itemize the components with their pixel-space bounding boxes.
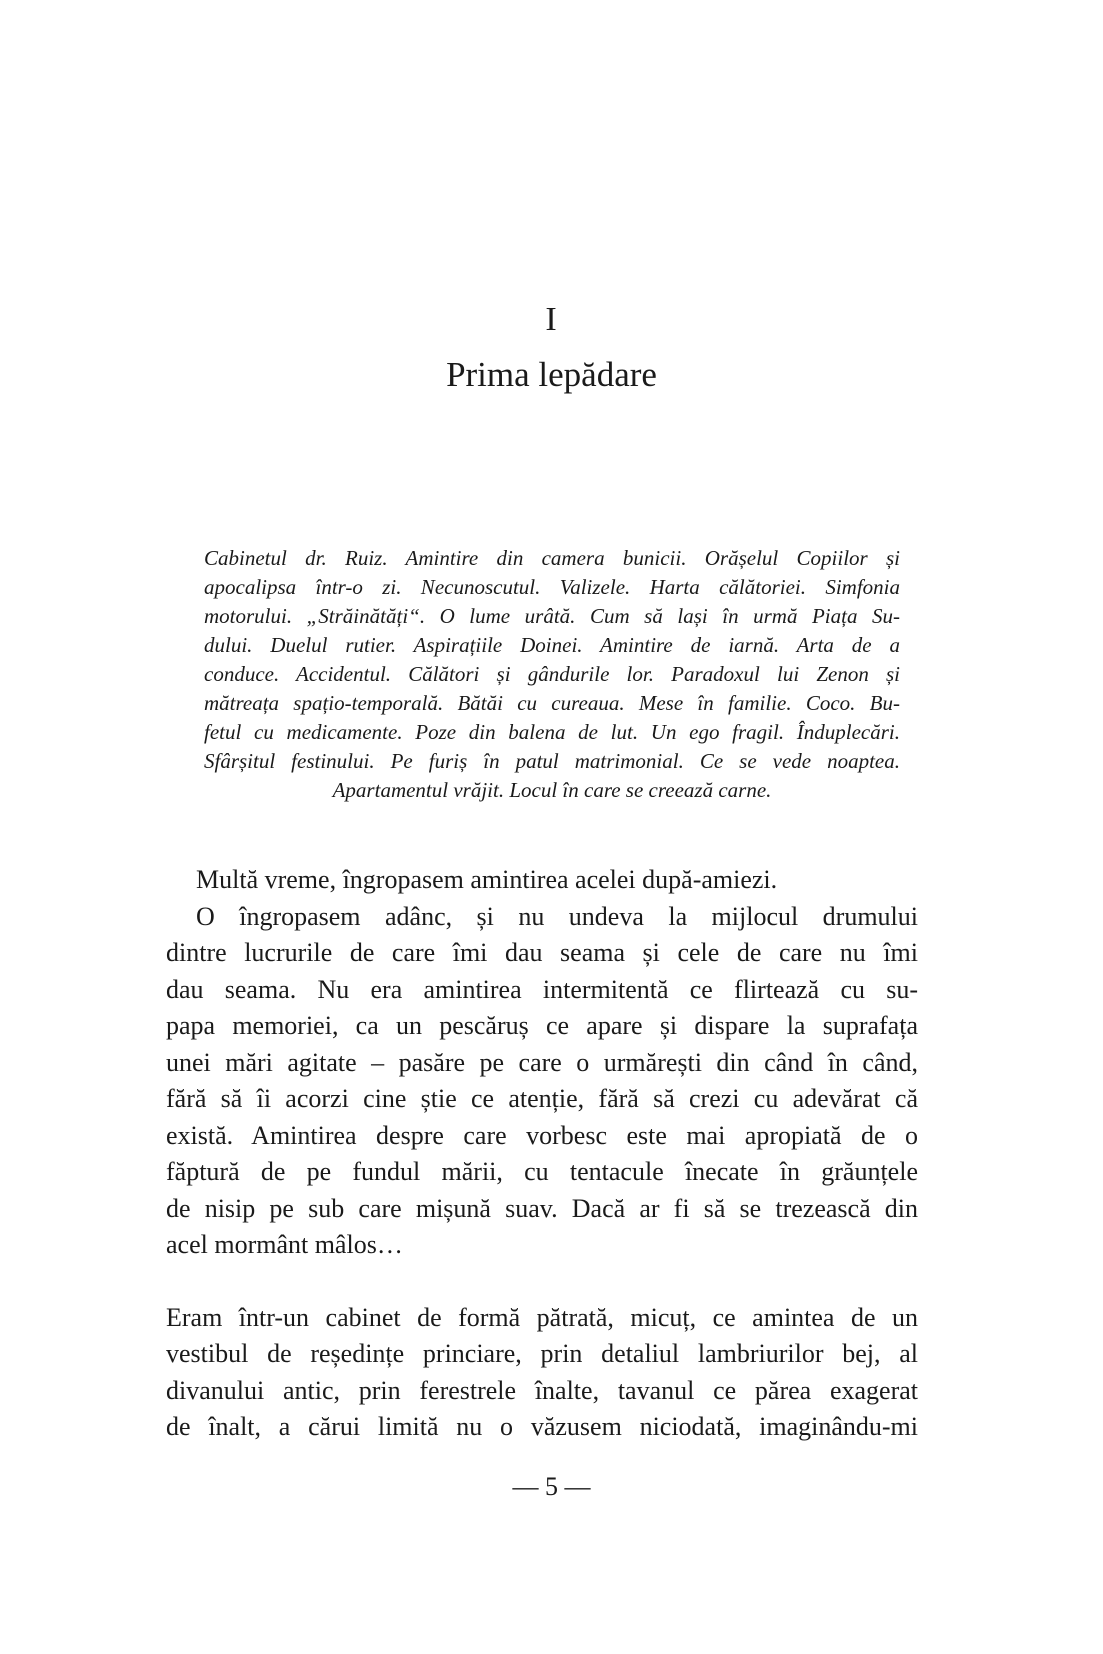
summary-line: fetul cu medicamente. Poze din balena de lut. Un ego fragil. Înduplecări. [204,720,900,744]
chapter-number: I [545,301,558,338]
paragraph-line: de nisip pe sub care mișună suav. Dacă ar fi să se trezească din [166,1193,918,1223]
summary-line: conduce. Accidentul. Călători și gândurile lor. Paradoxul lui Zenon și [204,662,900,686]
paragraph-line: Eram într-un cabinet de formă pătrată, micuț, ce amintea de un [166,1302,918,1332]
paragraph-line: fără să îi acorzi cine știe ce atenție, fără să crezi cu adevărat că [166,1084,918,1113]
paragraph-line: divanului antic, prin ferestrele înalte, tavanul ce părea exagerat [166,1375,918,1405]
summary-line: dului. Duelul rutier. Aspirațiile Doinei. Amintire de iarnă. Arta de a [204,633,900,657]
summary-line: Sfârșitul festinului. Pe furiș în patul matrimonial. Ce se vede noaptea. [204,749,900,773]
summary-line: motorului. „Străinătăți“. O lume urâtă. Cum să lași în urmă Piața Su- [204,604,900,628]
paragraph-line: de înalt, a cărui limită nu o văzusem niciodată, imaginându-mi [166,1412,918,1441]
page-number: — 5 — [512,1472,591,1501]
summary-line: mătreața spațio-temporală. Bătăi cu cureaua. Mese în familie. Coco. Bu- [204,691,900,715]
summary-line: Cabinetul dr. Ruiz. Amintire din camera bunicii. Orășelul Copiilor și [204,546,900,570]
paragraph-line: vestibul de reședințe princiare, prin detaliul lambriurilor bej, al [166,1339,918,1368]
paragraph-line: acel mormânt mâlos… [166,1230,403,1259]
paragraph-line: unei mări agitate – pasăre pe care o urmărești din când în când, [166,1047,918,1077]
chapter-title: Prima lepădare [446,355,657,394]
paragraph-line: papa memoriei, ca un pescăruș ce apare și dispare la suprafața [166,1011,918,1040]
summary-line: apocalipsa într-o zi. Necunoscutul. Valizele. Harta călătoriei. Simfonia [204,575,900,599]
paragraph-break [166,1264,918,1300]
paragraph-line: Multă vreme, îngropasem amintirea acelei după-amiezi. [196,865,778,894]
paragraph-line: făptură de pe fundul mării, cu tentacule înecate în grăunțele [166,1157,918,1186]
body-text [166,862,918,1446]
paragraph-line: dintre lucrurile de care îmi dau seama și cele de care nu îmi [166,938,918,967]
chapter-summary [204,544,900,805]
paragraph-line: dau seama. Nu era amintirea intermitentă ce flirtează cu su- [166,974,918,1004]
summary-line: Apartamentul vrăjit. Locul în care se creează carne. [332,778,772,802]
paragraph-line: există. Amintirea despre care vorbesc este mai apropiată de o [166,1120,918,1150]
paragraph-line: O îngropasem adânc, și nu undeva la mijlocul drumului [196,901,918,931]
